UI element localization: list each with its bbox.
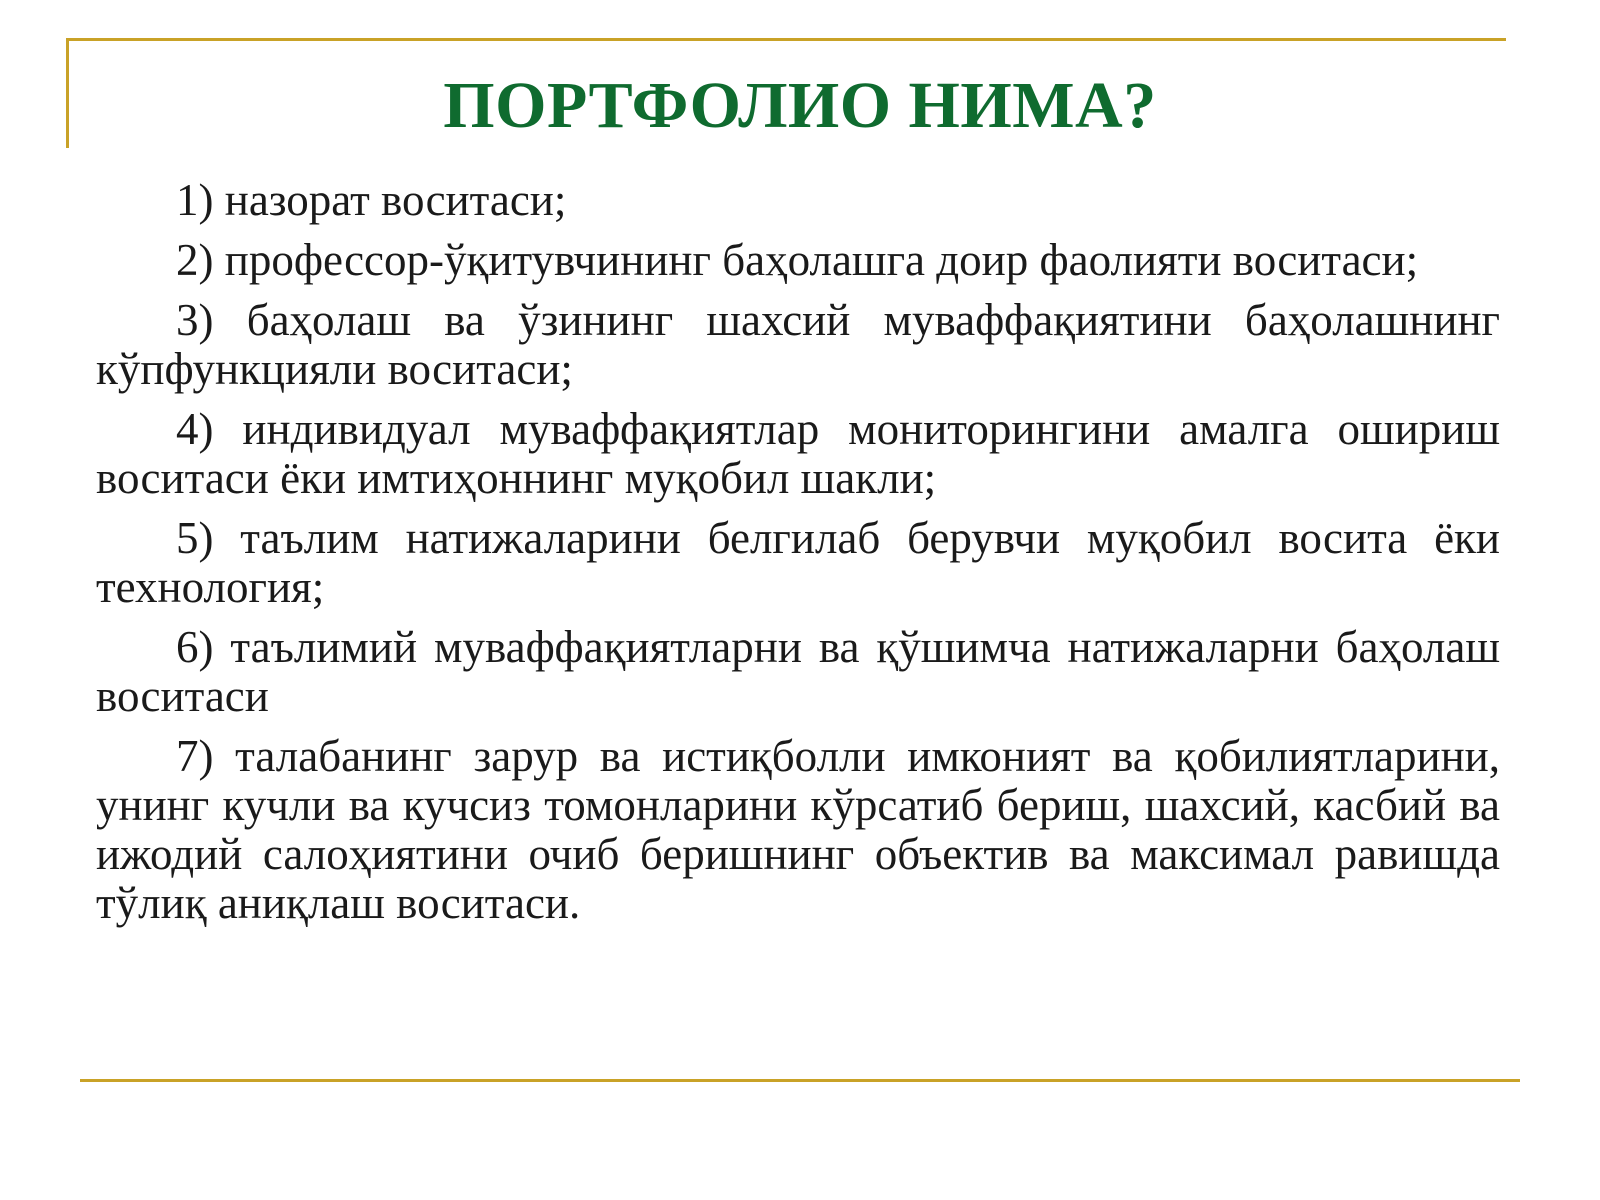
list-item: 5) таълим натижаларини белгилаб берувчи муқобил восита ёки технология; bbox=[96, 513, 1500, 612]
list-item: 3) баҳолаш ва ўзининг шахсий муваффақиятини баҳолашнинг кўпфункцияли воситаси; bbox=[96, 295, 1500, 394]
slide-title: ПОРТФОЛИО НИМА? bbox=[443, 69, 1157, 142]
list-item: 1) назорат воситаси; bbox=[176, 175, 567, 225]
slide-body bbox=[96, 176, 1500, 939]
top-divider bbox=[66, 38, 1506, 41]
list-item: 2) профессор-ўқитувчининг баҳолашга доир фаолияти воситаси; bbox=[176, 235, 1419, 285]
list-item: 7) талабанинг зарур ва истиқболли имконият ва қобилиятларини, унинг кучли ва кучсиз томонларини кўрсатиб бериш, шахсий, касбий ва ижодий салоҳиятини очиб беришнинг объектив ва максимал равишда тўлиқ аниқлаш воситаси. bbox=[96, 731, 1500, 928]
list-item: 4) индивидуал муваффақиятлар мониторингини амалга ошириш воситаси ёки имтиҳоннинг муқобил шакли; bbox=[96, 404, 1500, 503]
list-item: 6) таълимий муваффақиятларни ва қўшимча натижаларни баҳолаш воситаси bbox=[96, 622, 1500, 721]
bottom-divider bbox=[80, 1079, 1520, 1082]
